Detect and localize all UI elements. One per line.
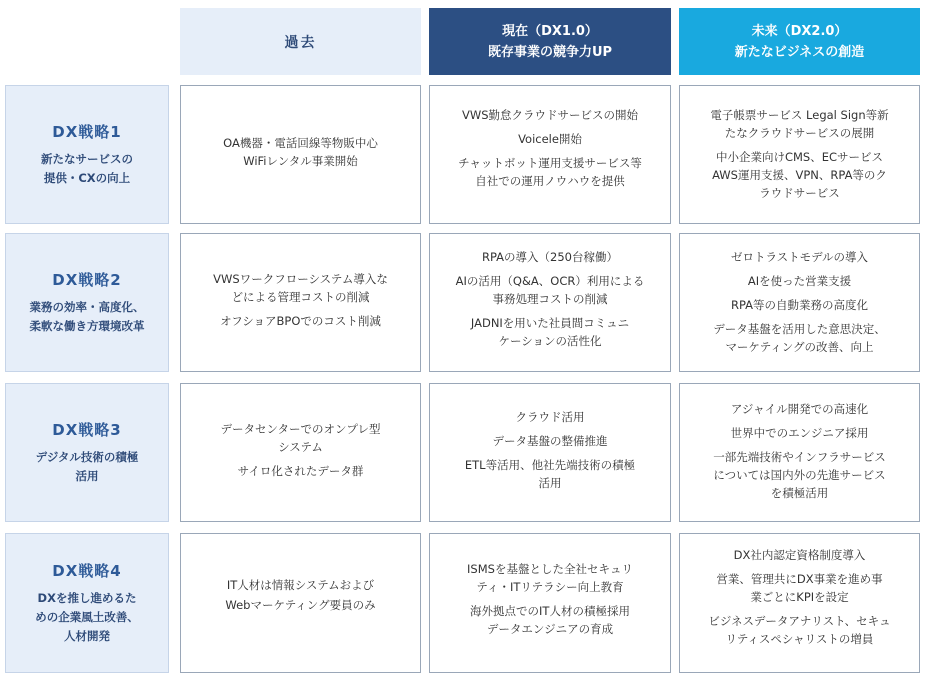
header-now-line2: 既存事業の競争力UP	[487, 44, 613, 60]
cell-text: Webマーケティング要員のみ	[225, 598, 376, 612]
strategy-desc-line: 柔軟な働き方環境改革	[29, 319, 145, 333]
cell-text: ISMSを基盤とした全社セキュリ	[467, 562, 633, 576]
cell-text: ゼロトラストモデルの導入	[730, 250, 869, 264]
header-past	[180, 8, 421, 75]
cell-text: IT人材は情報システムおよび	[226, 578, 375, 592]
cell-text: データエンジニアの育成	[486, 622, 614, 636]
header-future-line2: 新たなビジネスの創造	[734, 44, 865, 60]
cell-text: 電子帳票サービス Legal Sign等新	[710, 108, 889, 122]
cell-text: OA機器・電話回線等物販中心	[223, 136, 378, 150]
header-now-line1: 現在（DX1.0）	[502, 23, 598, 39]
cell-text: 海外拠点でのIT人材の積極採用	[470, 604, 630, 618]
cell-text: AIの活用（Q&A、OCR）利用による	[455, 274, 645, 288]
row-label-strategy-1	[5, 85, 169, 224]
cell-text: 業ごとにKPIを設定	[750, 590, 849, 604]
cell-text: ETL等活用、他社先端技術の積極	[464, 458, 636, 472]
cell-text: どによる管理コストの削減	[231, 290, 370, 304]
cell-text: RPA等の自動業務の高度化	[730, 298, 869, 312]
cell-text: データ基盤を活用した意思決定、	[713, 322, 886, 336]
cell-text: データ基盤の整備推進	[492, 434, 608, 448]
cell-text: クラウド活用	[515, 410, 585, 424]
cell-now-4	[429, 533, 671, 673]
row-label-strategy-4	[5, 533, 169, 673]
cell-text: アジャイル開発での高速化	[730, 402, 869, 416]
header-future	[679, 8, 920, 75]
row-label-strategy-3	[5, 383, 169, 522]
cell-text: 一部先端技術やインフラサービス	[713, 450, 886, 464]
cell-text: Voicele開始	[518, 132, 582, 146]
cell-text: サイロ化されたデータ群	[237, 464, 364, 478]
cell-past-2	[180, 233, 421, 372]
cell-text: ラウドサービス	[759, 186, 840, 200]
cell-text: WiFiレンタル事業開始	[243, 154, 358, 168]
strategy-desc-line: 新たなサービスの	[41, 152, 133, 166]
cell-future-4	[679, 533, 920, 673]
strategy-desc-line: めの企業風土改善、	[35, 610, 139, 624]
cell-text: JADNIを用いた社員間コミュニ	[470, 316, 630, 330]
cell-text: については国内外の先進サービス	[713, 468, 886, 482]
cell-text: チャットボット運用支援サービス等	[458, 156, 642, 170]
cell-text: 事務処理コストの削減	[492, 292, 608, 306]
cell-past-1	[180, 85, 421, 224]
cell-text: AWS運用支援、VPN、RPA等のク	[712, 168, 887, 182]
strategy-desc-line: デジタル技術の積極	[35, 450, 139, 464]
cell-text: 営業、管理共にDX事業を進め事	[716, 572, 883, 586]
strategy-desc-line: DXを推し進めるた	[37, 591, 137, 605]
cell-past-4	[180, 533, 421, 673]
header-past-title: 過去	[284, 34, 317, 51]
cell-text: たなクラウドサービスの展開	[724, 126, 875, 140]
cell-text: RPAの導入（250台稼働）	[481, 250, 618, 264]
cell-past-3	[180, 383, 421, 522]
strategy-title: DX戦略2	[52, 271, 122, 289]
cell-text: VWS勤怠クラウドサービスの開始	[461, 108, 639, 122]
cell-now-1	[429, 85, 671, 224]
cell-text: ティ・ITリテラシー向上教育	[476, 580, 624, 594]
cell-text: を積極活用	[770, 486, 829, 500]
strategy-title: DX戦略4	[52, 562, 122, 580]
cell-text: リティスペシャリストの増員	[725, 632, 874, 646]
header-future-line1: 未来（DX2.0）	[751, 23, 848, 39]
strategy-title: DX戦略1	[52, 123, 122, 141]
strategy-desc-line: 提供・CXの向上	[43, 171, 131, 185]
cell-text: DX社内認定資格制度導入	[733, 548, 866, 562]
cell-future-2	[679, 233, 920, 372]
cell-text: ビジネスデータアナリスト、セキュ	[708, 614, 891, 628]
cell-text: ケーションの活性化	[498, 334, 602, 348]
cell-text: 中小企業向けCMS、ECサービス	[715, 150, 884, 164]
cell-text: VWSワークフローシステム導入な	[213, 272, 388, 286]
cell-now-2	[429, 233, 671, 372]
cell-text: AIを使った営業支援	[747, 274, 852, 288]
cell-future-1	[679, 85, 920, 224]
cell-text: 世界中でのエンジニア採用	[730, 426, 869, 440]
cell-text: 自社での運用ノウハウを提供	[475, 174, 625, 188]
cell-text: データセンターでのオンプレ型	[220, 422, 381, 436]
strategy-desc-line: 活用	[75, 469, 99, 483]
cell-now-3	[429, 383, 671, 522]
cell-text: 活用	[538, 476, 562, 490]
row-label-strategy-2	[5, 233, 169, 372]
header-now	[429, 8, 671, 75]
cell-future-3	[679, 383, 920, 522]
strategy-desc-line: 業務の効率・高度化、	[29, 300, 145, 314]
strategy-desc-line: 人材開発	[64, 629, 110, 643]
cell-text: システム	[278, 440, 323, 454]
cell-text: マーケティングの改善、向上	[725, 340, 874, 354]
strategy-title: DX戦略3	[52, 421, 122, 439]
cell-text: オフショアBPOでのコスト削減	[220, 314, 381, 328]
